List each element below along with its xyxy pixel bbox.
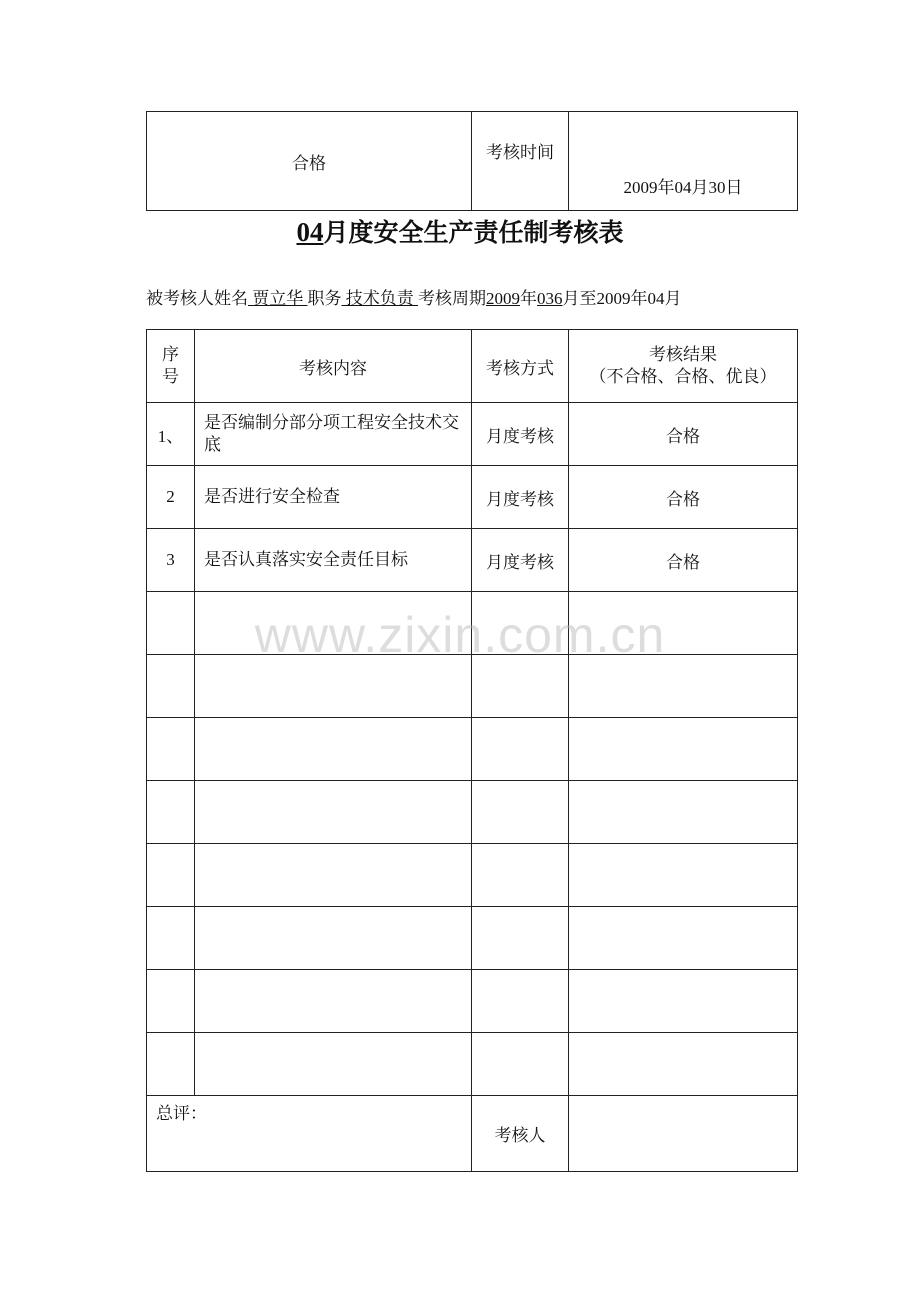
page-title (0, 213, 920, 249)
row-result: 合格 (569, 403, 798, 466)
assessment-table (146, 329, 798, 1172)
empty-cell (472, 781, 569, 844)
title-month: 04 (296, 217, 324, 247)
empty-cell (195, 781, 472, 844)
empty-cell (195, 1033, 472, 1096)
period-start-year: 2009 (486, 289, 520, 308)
header-result (569, 330, 798, 403)
row-result: 合格 (569, 466, 798, 529)
header-result-table (146, 111, 798, 211)
empty-cell (472, 970, 569, 1033)
position-label: 职务 (307, 289, 342, 308)
empty-cell (569, 844, 798, 907)
assessor-signature-cell (569, 1096, 798, 1172)
empty-cell (147, 844, 195, 907)
empty-cell (569, 1033, 798, 1096)
empty-cell (195, 970, 472, 1033)
assessee-info-line (146, 284, 682, 309)
empty-row (147, 907, 798, 970)
period-end: 2009年04月 (596, 289, 682, 308)
empty-row (147, 718, 798, 781)
overall-result: 合格 (147, 112, 472, 211)
empty-cell (569, 970, 798, 1033)
year-char: 年 (520, 289, 537, 308)
assessee-position: 技术负责 (341, 289, 418, 308)
table-row (147, 529, 798, 592)
empty-cell (147, 970, 195, 1033)
assessor-label: 考核人 (472, 1096, 569, 1172)
watermark: www.zixin.com.cn (254, 607, 666, 663)
empty-cell (147, 655, 195, 718)
row-result: 合格 (569, 529, 798, 592)
header-method: 考核方式 (472, 330, 569, 403)
row-index: 2 (147, 466, 195, 529)
empty-cell (147, 781, 195, 844)
empty-cell (147, 592, 195, 655)
empty-cell (569, 907, 798, 970)
empty-cell (195, 844, 472, 907)
empty-row (147, 844, 798, 907)
row-index: 3 (147, 529, 195, 592)
row-method: 月度考核 (472, 403, 569, 466)
period-start-month: 036 (537, 289, 563, 308)
name-label: 被考核人姓名 (146, 289, 248, 308)
header-result-options: （不合格、合格、优良） (589, 367, 777, 386)
row-content: 是否编制分部分项工程安全技术交底 (195, 403, 472, 466)
row-method: 月度考核 (472, 466, 569, 529)
empty-cell (472, 655, 569, 718)
row-content: 是否进行安全检查 (195, 466, 472, 529)
table-row (147, 403, 798, 466)
empty-cell (472, 844, 569, 907)
empty-cell (147, 1033, 195, 1096)
empty-row (147, 592, 798, 655)
empty-cell (569, 655, 798, 718)
empty-cell (195, 592, 472, 655)
empty-row (147, 781, 798, 844)
header-result-title: 考核结果 (649, 345, 717, 364)
row-method: 月度考核 (472, 529, 569, 592)
empty-row (147, 1033, 798, 1096)
month-to: 月至 (562, 289, 597, 308)
summary-label: 总评： (147, 1096, 472, 1172)
empty-row (147, 655, 798, 718)
assessment-time-label: 考核时间 (472, 112, 569, 211)
empty-cell (472, 1033, 569, 1096)
table-header-row (147, 330, 798, 403)
row-content: 是否认真落实安全责任目标 (195, 529, 472, 592)
header-content: 考核内容 (195, 330, 472, 403)
empty-cell (195, 907, 472, 970)
empty-cell (472, 907, 569, 970)
empty-cell (569, 781, 798, 844)
title-text: 月度安全生产责任制考核表 (323, 218, 624, 247)
empty-cell (195, 655, 472, 718)
empty-cell (147, 907, 195, 970)
empty-cell (472, 718, 569, 781)
table-row (147, 466, 798, 529)
summary-row (147, 1096, 798, 1172)
empty-cell (472, 592, 569, 655)
empty-cell (569, 718, 798, 781)
empty-cell (195, 718, 472, 781)
empty-cell (147, 718, 195, 781)
assessee-name: 贾立华 (248, 289, 308, 308)
period-label: 考核周期 (418, 289, 486, 308)
empty-cell (569, 592, 798, 655)
header-index: 序号 (147, 330, 195, 403)
assessment-date: 2009年04月30日 (569, 112, 798, 211)
empty-row (147, 970, 798, 1033)
row-index: 1、 (147, 403, 195, 466)
